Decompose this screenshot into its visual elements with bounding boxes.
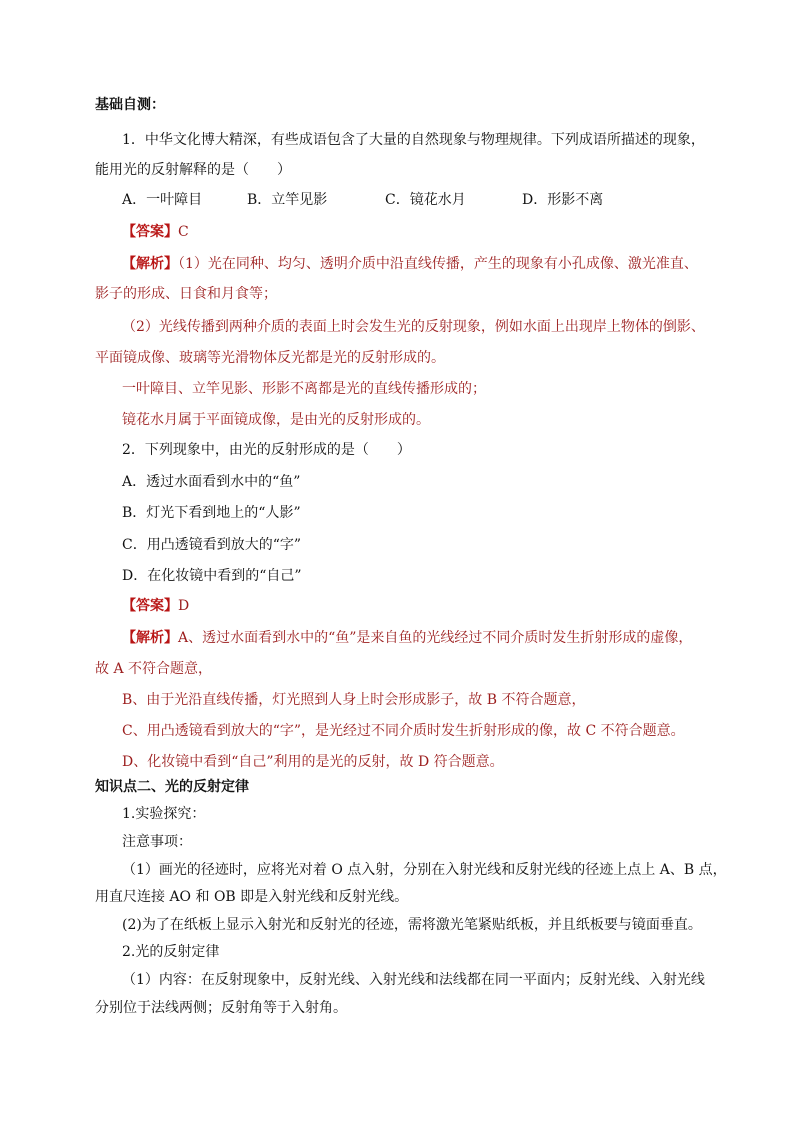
analysis-tag: 【解析】 xyxy=(122,256,178,272)
question-2-stem: 2．下列现象中，由光的反射形成的是（ ） xyxy=(122,442,411,458)
notes-heading: 注意事项： xyxy=(122,834,192,850)
question-1-analysis-line-4: 平面镜成像、玻璃等光滑物体反光都是光的反射形成的。 xyxy=(95,350,445,366)
question-2-option-a: A．透过水面看到水中的“鱼” xyxy=(122,474,301,490)
question-2-analysis-line-2: 故 A 不符合题意， xyxy=(95,661,213,677)
question-2-analysis-line-5: D、化妆镜中看到“自己”利用的是光的反射，故 D 符合题意。 xyxy=(122,754,504,770)
answer-tag: 【答案】 xyxy=(122,598,178,614)
answer-value: C xyxy=(178,224,189,240)
question-1-analysis-line-1: 【解析】（1）光在同种、均匀、透明介质中沿直线传播，产生的现象有小孔成像、激光准直、 xyxy=(122,256,698,272)
note-2: (2)为了在纸板上显示入射光和反射光的径迹，需将激光笔紧贴纸板，并且纸板要与镜面垂直。 xyxy=(122,917,702,933)
question-2-option-c: C．用凸透镜看到放大的“字” xyxy=(122,537,302,553)
law-content-line-1: （1）内容：在反射现象中，反射光线、入射光线和法线都在同一平面内；反射光线、入射光线 xyxy=(122,972,705,988)
question-2-option-d: D．在化妆镜中看到的“自己” xyxy=(122,568,302,584)
question-2-analysis-line-3: B、由于光沿直线传播，灯光照到人身上时会形成影子，故 B 不符合题意， xyxy=(122,692,586,708)
section-heading-basic-test: 基础自测： xyxy=(95,97,165,113)
question-2-option-b: B．灯光下看到地上的“人影” xyxy=(122,505,301,521)
question-1-answer xyxy=(122,222,189,242)
section-heading-reflection-law: 知识点二、光的反射定律 xyxy=(95,779,249,795)
question-1-stem-line-1: 1．中华文化博大精深，有些成语包含了大量的自然现象与物理规律。下列成语所描述的现象， xyxy=(122,132,705,148)
note-1-line-1: （1）画光的径迹时，应将光对着 O 点入射，分别在入射光线和反射光线的径迹上点上 A、B 点， xyxy=(122,862,727,878)
question-1-stem-line-2: 能用光的反射解释的是（ ） xyxy=(95,162,291,178)
question-2-analysis-line-4: C、用凸透镜看到放大的“字”，是光经过不同介质时发生折射形成的像，故 C 不符合题意。 xyxy=(122,723,685,739)
question-1-option-b: B．立竿见影 xyxy=(247,192,328,208)
question-1-analysis-line-2: 影子的形成、日食和月食等； xyxy=(95,286,277,302)
experiment-heading: 1.实验探究： xyxy=(122,806,206,822)
law-heading: 2.光的反射定律 xyxy=(122,944,220,960)
question-1-analysis-line-5: 一叶障目、立竿见影、形影不离都是光的直线传播形成的； xyxy=(122,381,486,397)
question-1-option-a: A．一叶障目 xyxy=(122,192,203,208)
law-content-line-2: 分别位于法线两侧；反射角等于入射角。 xyxy=(95,1000,347,1016)
answer-tag: 【答案】 xyxy=(122,224,178,240)
note-1-line-2: 用直尺连接 AO 和 OB 即是入射光线和反射光线。 xyxy=(95,889,409,905)
question-1-option-d: D．形影不离 xyxy=(522,192,604,208)
question-2-answer xyxy=(122,596,189,616)
question-1-analysis-line-6: 镜花水月属于平面镜成像，是由光的反射形成的。 xyxy=(122,412,430,428)
answer-value: D xyxy=(178,598,190,614)
question-2-analysis-line-1: 【解析】A、透过水面看到水中的“鱼”是来自鱼的光线经过不同介质时发生折射形成的虚像， xyxy=(122,630,693,646)
analysis-tag: 【解析】 xyxy=(122,630,178,646)
question-1-analysis-line-3: （2）光线传播到两种介质的表面上时会发生光的反射现象，例如水面上出现岸上物体的倒影、 xyxy=(122,319,705,335)
question-1-option-c: C．镜花水月 xyxy=(385,192,466,208)
